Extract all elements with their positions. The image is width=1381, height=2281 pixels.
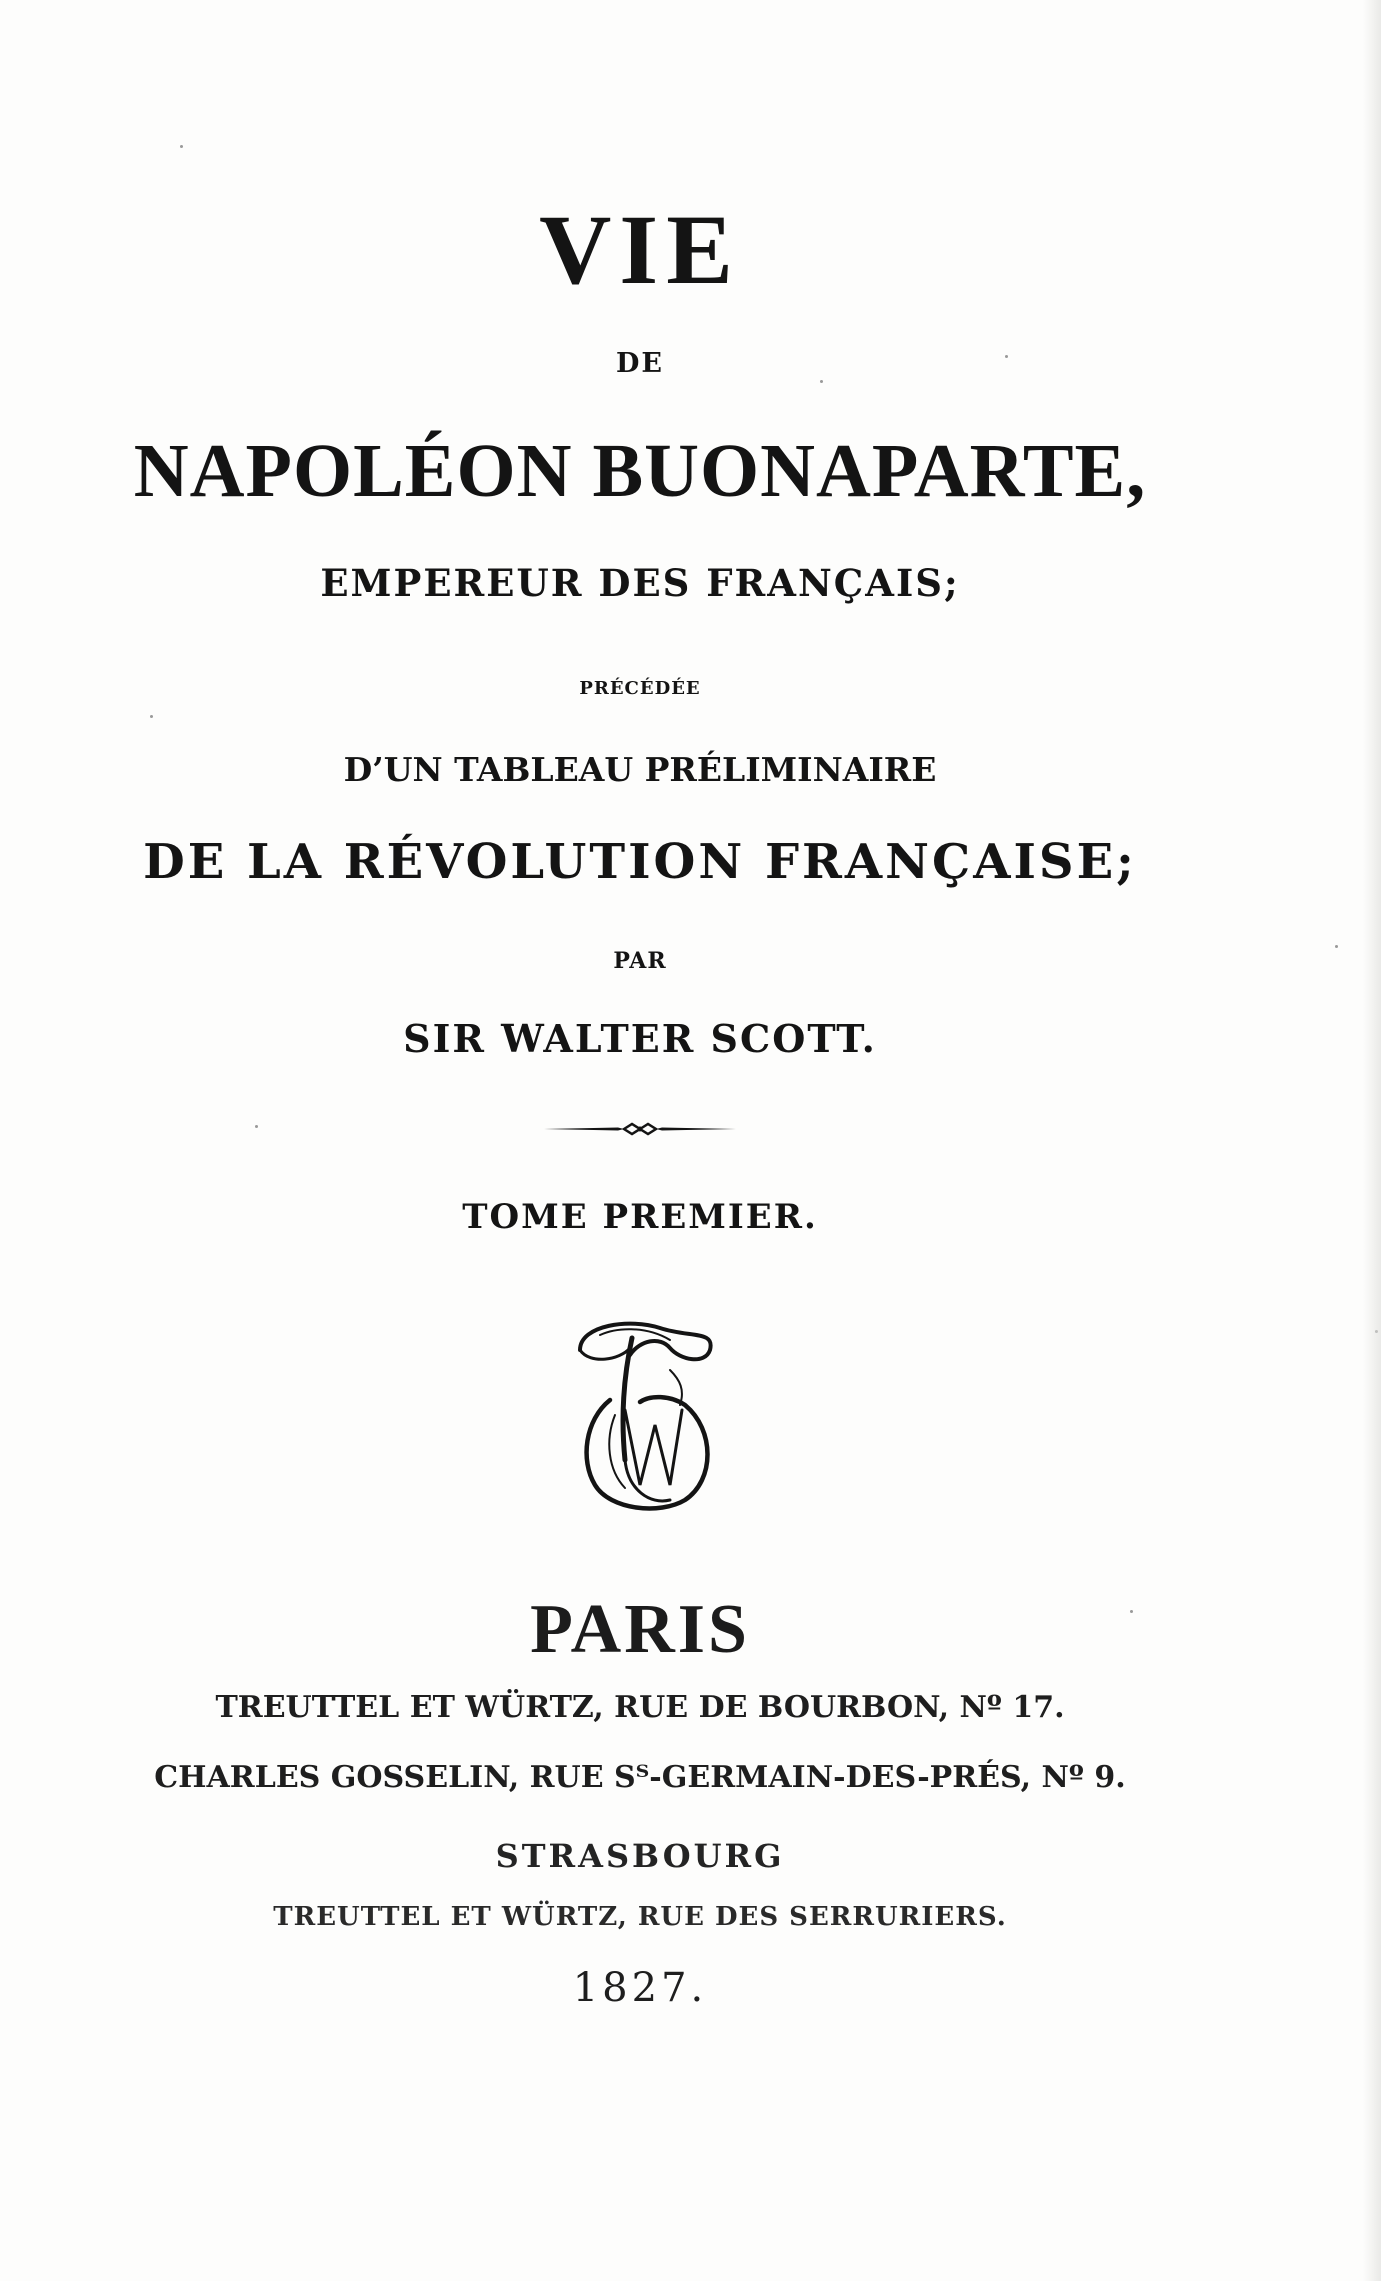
volume-label-text: TOME PREMIER. bbox=[462, 1197, 818, 1237]
par-line bbox=[0, 950, 1280, 972]
imprint-publisher-1-text: TREUTTEL ET WÜRTZ, RUE DE BOURBON, Nº 17. bbox=[215, 1690, 1065, 1725]
paper-speck bbox=[1130, 1610, 1133, 1613]
imprint-publisher-3-text: TREUTTEL ET WÜRTZ, RUE DES SERRURIERS. bbox=[273, 1902, 1007, 1932]
book-title-text: VIE bbox=[539, 194, 741, 305]
book-subject bbox=[0, 429, 1280, 513]
tw-monogram-icon bbox=[570, 1310, 720, 1520]
imprint-city-2 bbox=[0, 1837, 1280, 1875]
book-subject-text: NAPOLÉON BUONAPARTE, bbox=[133, 429, 1147, 513]
title-de-text: DE bbox=[616, 348, 664, 379]
paper-speck bbox=[150, 715, 153, 718]
imprint-city bbox=[0, 1591, 1280, 1668]
paper-speck bbox=[255, 1125, 258, 1128]
revolution-line bbox=[0, 834, 1280, 890]
book-title bbox=[0, 194, 1280, 305]
imprint-city-2-text: STRASBOURG bbox=[495, 1837, 785, 1875]
author-name-text: SIR WALTER SCOTT. bbox=[403, 1016, 877, 1061]
author-name bbox=[0, 1016, 1280, 1061]
paper-speck bbox=[1005, 355, 1008, 358]
precedee-line bbox=[0, 680, 1280, 698]
subject-title-text: EMPEREUR DES FRANÇAIS; bbox=[320, 561, 960, 605]
ornamental-rule-icon bbox=[540, 1118, 740, 1140]
subject-title bbox=[0, 561, 1280, 605]
volume-label bbox=[0, 1197, 1280, 1237]
imprint-publisher-2 bbox=[0, 1760, 1280, 1795]
revolution-text: DE LA RÉVOLUTION FRANÇAISE; bbox=[143, 834, 1137, 890]
paper-speck bbox=[180, 145, 183, 148]
imprint-publisher-1 bbox=[0, 1690, 1280, 1725]
imprint-city-text: PARIS bbox=[530, 1591, 750, 1668]
imprint-year-text: 1827. bbox=[572, 1965, 708, 2011]
par-text: PAR bbox=[613, 948, 667, 974]
title-de bbox=[0, 350, 1280, 377]
paper-speck bbox=[1335, 945, 1338, 948]
imprint-publisher-2-text: CHARLES GOSSELIN, RUE Sᵀ-GERMAIN-DES-PRÉS, Nº 9. bbox=[154, 1760, 1126, 1795]
imprint-publisher-3 bbox=[0, 1904, 1280, 1930]
tableau-line bbox=[0, 750, 1280, 789]
tableau-text: D’UN TABLEAU PRÉLIMINAIRE bbox=[343, 750, 937, 789]
page-edge-shadow bbox=[1363, 0, 1381, 2281]
precedee-text: PRÉCÉDÉE bbox=[579, 678, 701, 699]
paper-speck bbox=[820, 380, 823, 383]
imprint-year bbox=[0, 1965, 1280, 2011]
